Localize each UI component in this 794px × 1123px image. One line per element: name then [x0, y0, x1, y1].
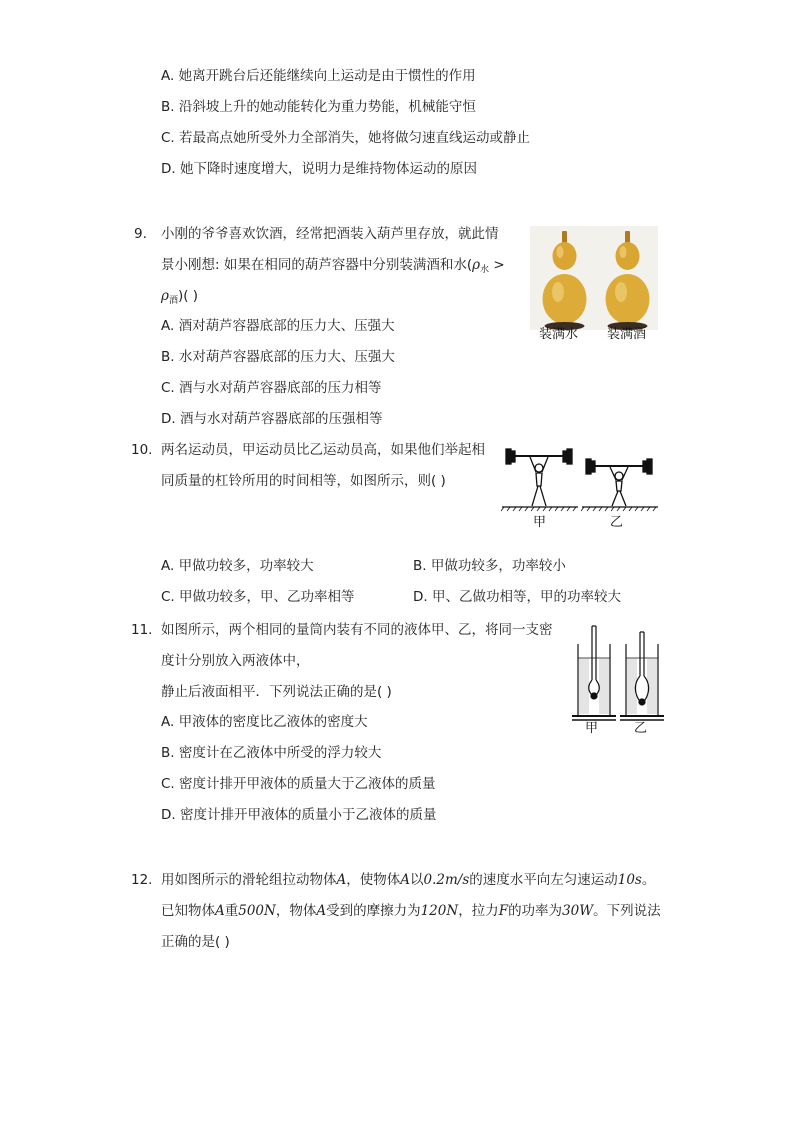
q12-text: ，物体 [275, 903, 317, 919]
rho-symbol: ρ [161, 288, 169, 304]
q11-stem-line2: 度计分别放入两液体中， [161, 653, 310, 669]
q9-option-c: C. 酒与水对葫芦容器底部的压力相等 [161, 380, 382, 396]
q12-text: 用如图所示的滑轮组拉动物体 [161, 872, 337, 888]
q12-stem-line2 [161, 902, 661, 920]
q11-option-c: C. 密度计排开甲液体的质量大于乙液体的质量 [161, 776, 436, 792]
q12-power: 30W [562, 903, 594, 919]
q8-option-c: C. 若最高点她所受外力全部消失，她将做匀速直线运动或静止 [161, 130, 531, 146]
hydrometer-figure [568, 622, 664, 726]
gourd-label-water: 装满水 [539, 327, 579, 342]
rho-subscript-wine: 酒 [168, 296, 178, 306]
q10-stem-line2: 同质量的杠铃所用的时间相等，如图所示，则( ) [161, 473, 446, 489]
q10-number: 10. [131, 442, 153, 458]
q12-stem-line3: 正确的是( ) [161, 934, 230, 950]
q9-stem-line3 [161, 287, 198, 307]
q12-text: 的速度水平向左匀速运动 [469, 872, 618, 888]
q10-stem-line1: 两名运动员，甲运动员比乙运动员高，如果他们举起相 [161, 442, 485, 458]
q12-text: 以 [410, 872, 424, 888]
q10-option-d: D. 甲、乙做功相等，甲的功率较大 [413, 589, 621, 605]
q11-stem-line1: 如图所示，两个相同的量筒内装有不同的液体甲、乙，将同一支密 [161, 622, 553, 638]
q12-text: ，使物体 [346, 872, 401, 888]
cylinder-jia [572, 626, 616, 720]
q9-option-d: D. 酒与水对葫芦容器底部的压强相等 [161, 411, 383, 427]
q12-text: 。 [641, 872, 656, 888]
q9-number: 9. [134, 226, 147, 242]
q12-number: 12. [131, 872, 153, 888]
q8-option-a: A. 她离开跳台后还能继续向上运动是由于惯性的作用 [161, 68, 476, 84]
q9-option-a: A. 酒对葫芦容器底部的压力大、压强大 [161, 318, 395, 334]
lifter-tall [501, 449, 578, 511]
lifter-short [581, 459, 658, 511]
gourd-label-wine: 装满酒 [607, 327, 647, 342]
q12-text: 已知物体 [161, 903, 215, 919]
q11-option-b: B. 密度计在乙液体中所受的浮力较大 [161, 745, 382, 761]
answer-bracket: )( ) [177, 288, 199, 304]
cylinder-label-jia: 甲 [585, 721, 599, 736]
q12-text: ，拉力 [458, 903, 499, 919]
q11-stem-line3: 静止后液面相平．下列说法正确的是( ) [161, 684, 392, 700]
q10-option-a: A. 甲做功较多，功率较大 [161, 558, 314, 574]
q12-velocity: 0.2m/s [423, 872, 470, 888]
cylinder-yi [620, 632, 664, 720]
q12-text: 受到的摩擦力为 [326, 903, 421, 919]
q12-symbol-a: A [336, 872, 347, 888]
q12-friction: 120N [420, 903, 459, 919]
rho-subscript-water: 水 [480, 265, 490, 275]
greater-than: > [489, 257, 505, 273]
q11-option-d: D. 密度计排开甲液体的质量小于乙液体的质量 [161, 807, 437, 823]
cylinder-label-yi: 乙 [634, 721, 648, 736]
q12-weight: 500N [238, 903, 276, 919]
q9-stem-line2 [161, 256, 505, 276]
q12-symbol-a: A [316, 903, 327, 919]
lifter-label-yi: 乙 [610, 515, 624, 530]
q12-time: 10s [617, 872, 642, 888]
q12-symbol-f: F [498, 903, 509, 919]
q9-stem-line1: 小刚的爷爷喜欢饮酒，经常把酒装入葫芦里存放，就此情 [161, 226, 499, 242]
rho-symbol: ρ [472, 257, 481, 273]
q12-text: 。下列说法 [593, 903, 661, 919]
q10-option-b: B. 甲做功较多，功率较小 [413, 558, 566, 574]
q12-stem-line1 [161, 871, 655, 889]
lifter-label-jia: 甲 [533, 515, 547, 530]
q10-option-c: C. 甲做功较多，甲、乙功率相等 [161, 589, 355, 605]
q12-text: 重 [224, 903, 239, 919]
q8-option-b: B. 沿斜坡上升的她动能转化为重力势能，机械能守恒 [161, 99, 476, 115]
q11-option-a: A. 甲液体的密度比乙液体的密度大 [161, 714, 368, 730]
q9-stem-line2-text: 景小刚想: 如果在相同的葫芦容器中分别装满酒和水( [161, 257, 473, 273]
weightlifter-figure [500, 446, 660, 518]
q9-option-b: B. 水对葫芦容器底部的压力大、压强大 [161, 349, 395, 365]
q12-text: 的功率为 [508, 903, 563, 919]
q8-option-d: D. 她下降时速度增大，说明力是维持物体运动的原因 [161, 161, 477, 177]
q12-symbol-a: A [400, 872, 410, 888]
q11-number: 11. [131, 622, 153, 638]
q12-symbol-a: A [215, 903, 225, 919]
